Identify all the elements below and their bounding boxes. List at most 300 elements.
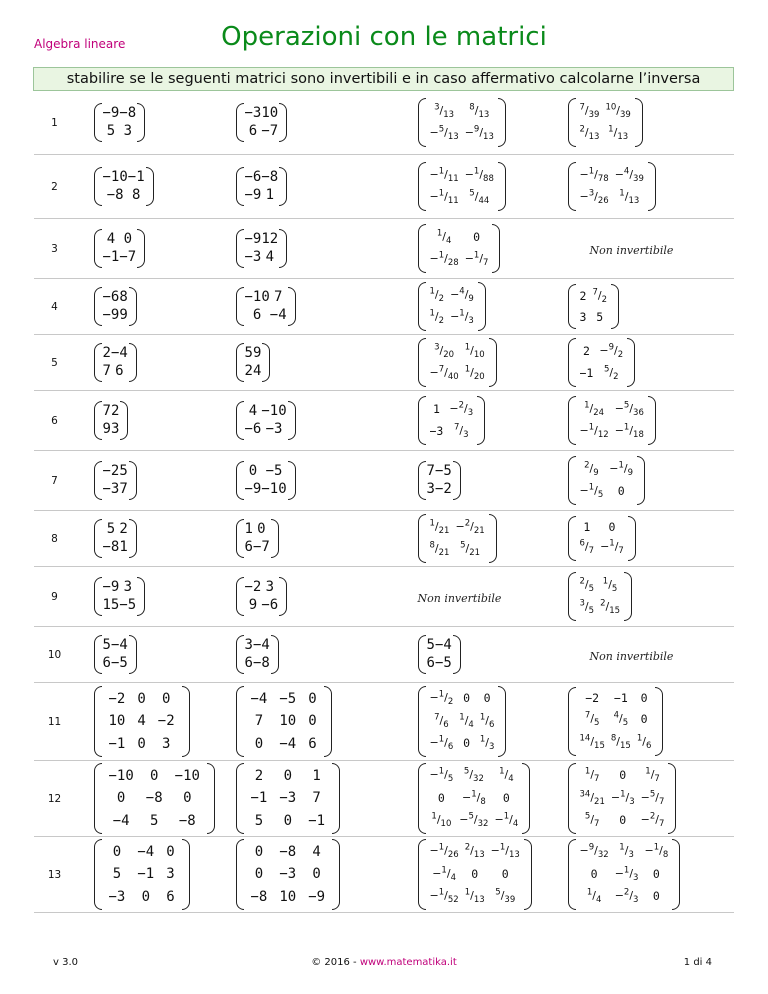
matrix-b	[216, 837, 396, 913]
matrix-row	[103, 886, 181, 908]
left-bracket	[94, 287, 102, 326]
denominator: 39	[588, 109, 600, 120]
fraction-slash: /	[625, 790, 630, 804]
matrix-row	[103, 123, 137, 141]
matrix-entry	[462, 886, 488, 909]
fraction	[463, 766, 484, 785]
minus-sign: −	[610, 790, 621, 804]
fraction	[599, 341, 624, 360]
matrix-row	[103, 363, 128, 381]
fraction-slash: /	[655, 790, 660, 804]
matrix-entry: 0	[652, 889, 660, 904]
matrix-entry: 0	[473, 229, 481, 244]
matrix	[568, 763, 677, 835]
matrix-entry	[477, 733, 498, 756]
matrix-entry: −9	[244, 231, 262, 247]
matrix-row	[427, 637, 452, 655]
fraction-slash: /	[608, 577, 612, 591]
matrix-entry	[491, 765, 521, 788]
left-bracket	[94, 103, 102, 142]
matrix-entry: −9	[244, 186, 262, 203]
matrix-row	[245, 463, 287, 481]
denominator: 15	[609, 606, 621, 617]
matrix-row	[427, 284, 477, 307]
fraction	[610, 789, 635, 808]
matrix-entry: −9	[308, 888, 326, 905]
matrix-row	[245, 481, 287, 499]
fraction-slash: /	[470, 844, 474, 858]
matrix-entry	[427, 733, 457, 756]
fraction	[584, 399, 605, 418]
right-bracket	[279, 229, 287, 268]
denominator: 4	[445, 235, 452, 246]
left-bracket	[418, 162, 426, 211]
matrix-entry: 0	[116, 790, 126, 807]
matrix-row	[245, 579, 279, 597]
fraction	[429, 540, 450, 559]
fraction	[464, 887, 485, 906]
matrix-entry	[612, 398, 647, 421]
matrix-grid	[103, 289, 128, 324]
inverse-b	[546, 627, 734, 683]
matrix-entry: −5	[110, 654, 128, 671]
minus-sign: −	[429, 889, 439, 903]
matrix	[94, 763, 215, 834]
matrix-entry: −2	[157, 713, 175, 730]
matrix-entry: 0	[463, 691, 471, 706]
minus-sign: −	[464, 252, 474, 266]
numerator: 4	[613, 710, 619, 721]
matrix-entry	[612, 421, 647, 444]
matrix-entry: 2	[119, 521, 128, 537]
exercise-row	[34, 683, 734, 761]
right-bracket	[129, 461, 137, 500]
denominator: 18	[633, 430, 644, 441]
matrix-grid	[427, 284, 477, 329]
denominator: 5	[594, 718, 600, 729]
matrix-entry: 4	[106, 231, 116, 247]
fraction	[640, 789, 665, 808]
matrix-entry: −2	[108, 691, 126, 708]
matrix-entry: −10	[261, 403, 287, 419]
matrix-entry: 5	[119, 463, 128, 479]
matrix	[94, 519, 137, 558]
matrix	[418, 396, 486, 445]
left-bracket	[418, 224, 426, 273]
numerator: 2	[464, 842, 471, 853]
matrix-entry: 0	[150, 768, 159, 785]
matrix-entry: 6	[244, 654, 253, 671]
fraction-slash: /	[609, 366, 614, 380]
denominator: 13	[483, 132, 494, 143]
matrix	[94, 167, 154, 206]
fraction-slash: /	[434, 519, 439, 533]
denominator: 24	[593, 407, 605, 418]
fraction	[645, 766, 660, 785]
matrix-grid	[245, 688, 323, 755]
inverse-b	[546, 279, 734, 335]
left-bracket	[236, 839, 244, 910]
matrix-row	[103, 810, 206, 832]
matrix-grid	[577, 518, 627, 560]
matrix-grid	[245, 231, 279, 266]
matrix-entry	[477, 710, 498, 733]
denominator: 6	[443, 720, 449, 731]
numerator: 1	[499, 766, 505, 777]
matrix-entry: −6	[261, 596, 279, 613]
minus-sign: −	[432, 866, 442, 880]
matrix-entry: 1	[432, 401, 440, 416]
fraction	[579, 101, 600, 120]
left-bracket	[236, 686, 244, 757]
matrix-entry: 5	[244, 345, 253, 361]
matrix-entry	[577, 574, 598, 597]
numerator: 1	[619, 188, 625, 199]
left-bracket	[568, 456, 576, 505]
minus-sign: −	[614, 889, 624, 903]
matrix-entry	[456, 710, 477, 733]
matrix-row	[577, 841, 672, 864]
denominator: 4	[512, 819, 519, 830]
minus-sign: −	[494, 813, 504, 827]
numerator: 4	[623, 165, 630, 176]
matrix-entry: 12	[261, 231, 279, 247]
numerator: 1	[623, 422, 630, 433]
fraction-slash: /	[629, 401, 634, 415]
matrix-entry	[577, 810, 608, 833]
matrix-entry: 7	[102, 362, 111, 379]
right-bracket	[498, 162, 506, 211]
numerator: 3	[434, 101, 440, 112]
matrix-a	[76, 627, 216, 683]
matrix-row	[245, 637, 270, 655]
matrix-row	[245, 733, 323, 755]
numerator: 1	[653, 842, 660, 853]
fraction	[469, 101, 490, 120]
numerator: 2	[584, 459, 590, 470]
matrix	[568, 162, 656, 211]
minus-sign: −	[450, 310, 460, 324]
denominator: 2	[438, 316, 445, 327]
numerator: 5	[649, 789, 656, 800]
matrix-entry: 6	[308, 735, 317, 752]
matrix-row	[103, 231, 137, 249]
left-bracket	[236, 577, 244, 616]
version: v 3.0	[53, 957, 78, 968]
matrix-row	[427, 810, 522, 833]
minus-sign: −	[455, 519, 465, 533]
numerator: 9	[608, 341, 614, 352]
copyright	[0, 957, 768, 968]
inverse-b	[546, 335, 734, 391]
fraction	[614, 422, 644, 441]
matrix-entry: 2	[254, 768, 264, 785]
matrix-entry	[577, 841, 612, 864]
matrix-entry: 4	[312, 844, 321, 861]
matrix-row	[577, 286, 611, 309]
minus-sign: −	[429, 844, 439, 858]
matrix-entry: 7	[254, 713, 264, 730]
matrix-row	[427, 340, 488, 363]
fraction-slash: /	[594, 844, 598, 858]
matrix-entry	[462, 340, 488, 363]
denominator: 39	[504, 895, 516, 906]
matrix-entry: 3	[166, 866, 175, 883]
matrix-grid	[245, 289, 287, 324]
matrix-b	[216, 511, 396, 567]
numerator: 4	[459, 285, 465, 296]
denominator: 15	[620, 740, 631, 751]
matrix	[418, 224, 501, 273]
fraction	[614, 399, 644, 418]
numerator: 1	[623, 865, 630, 876]
matrix	[94, 343, 137, 382]
numerator: 1	[588, 482, 595, 493]
fraction-slash: /	[505, 844, 510, 858]
matrix-grid	[245, 463, 287, 498]
denominator: 13	[588, 132, 600, 143]
exercise-row	[34, 567, 734, 627]
fraction-slash: /	[446, 866, 451, 880]
matrix-row	[103, 105, 137, 123]
denominator: 4	[468, 720, 474, 731]
fraction	[429, 734, 454, 753]
fraction	[429, 250, 459, 269]
fraction	[429, 766, 454, 785]
matrix-entry: −1	[579, 366, 594, 381]
matrix-grid	[245, 169, 279, 204]
numerator: 14	[579, 733, 591, 744]
row-number: 1	[34, 91, 76, 155]
denominator: 3	[633, 873, 639, 884]
matrix-entry: 3	[244, 637, 253, 653]
matrix-entry: −6	[244, 420, 262, 437]
right-bracket	[207, 763, 215, 834]
matrix-b	[216, 761, 396, 837]
numerator: 1	[459, 308, 465, 319]
minus-sign: −	[614, 424, 624, 438]
fraction	[619, 842, 634, 861]
fraction	[450, 285, 474, 304]
matrix	[94, 103, 146, 142]
matrix-grid	[245, 579, 279, 614]
fraction-slash: /	[605, 600, 610, 614]
matrix-entry: −10	[108, 768, 134, 785]
minus-sign: −	[599, 343, 609, 357]
right-bracket	[627, 338, 635, 387]
matrix	[568, 338, 636, 387]
left-bracket	[94, 763, 102, 834]
matrix-entry: 0	[254, 735, 264, 752]
fraction	[434, 712, 449, 731]
fraction	[579, 842, 609, 861]
matrix-row	[103, 863, 181, 885]
matrix-grid	[103, 403, 120, 438]
row-number: 6	[34, 391, 76, 451]
matrix-row	[427, 655, 452, 673]
matrix-a	[76, 837, 216, 913]
numerator: 34	[579, 789, 591, 800]
matrix-row	[577, 363, 627, 386]
fraction-slash: /	[590, 734, 595, 748]
matrix-entry: −10	[244, 289, 270, 305]
numerator: 5	[460, 540, 466, 551]
right-bracket	[628, 516, 636, 562]
minus-sign: −	[579, 190, 589, 204]
matrix-entry	[577, 597, 598, 620]
matrix-row	[577, 458, 637, 481]
fraction	[584, 766, 600, 785]
matrix-row	[245, 688, 323, 710]
matrix-entry: 15	[102, 596, 120, 613]
minus-sign: −	[449, 401, 459, 415]
matrix-row	[577, 765, 668, 788]
matrix	[418, 282, 486, 331]
exercise-row	[34, 335, 734, 391]
matrix-entry: 2	[244, 362, 253, 379]
matrix	[568, 516, 636, 562]
matrix	[236, 401, 296, 440]
fraction-slash: /	[474, 190, 479, 204]
fraction	[579, 598, 595, 617]
denominator: 26	[447, 850, 459, 861]
right-bracket	[477, 396, 485, 445]
matrix	[568, 284, 620, 330]
minus-sign: −	[490, 844, 500, 858]
denominator: 13	[509, 850, 520, 861]
inverse-a	[396, 627, 546, 683]
numerator: 1	[620, 789, 626, 800]
matrix	[236, 103, 288, 142]
matrix-entry: −2	[102, 463, 120, 479]
matrix	[418, 686, 507, 758]
matrix-entry: 6	[102, 654, 111, 671]
matrix-entry: −10	[261, 480, 287, 497]
matrix-entry	[596, 340, 626, 363]
right-bracket	[524, 839, 532, 911]
row-number: 4	[34, 279, 76, 335]
matrix-row	[103, 733, 181, 755]
inverse-b	[546, 511, 734, 567]
site-link[interactable]: www.matematika.it	[359, 957, 457, 968]
left-bracket	[236, 519, 244, 558]
matrix-row	[245, 363, 262, 381]
matrix-grid	[427, 765, 522, 833]
matrix-entry: −8	[119, 105, 137, 121]
left-bracket	[236, 343, 244, 382]
left-bracket	[94, 635, 102, 674]
matrix	[236, 635, 279, 674]
right-bracket	[279, 103, 287, 142]
numerator: 1	[438, 188, 445, 199]
minus-sign: −	[461, 790, 472, 804]
denominator: 2	[617, 349, 624, 360]
page-title: Operazioni con le matrici	[221, 22, 547, 52]
matrix-grid	[577, 689, 655, 753]
matrix-entry	[462, 187, 497, 210]
left-bracket	[236, 103, 244, 142]
fraction	[429, 517, 450, 536]
numerator: 1	[473, 250, 480, 261]
numerator: 1	[438, 734, 445, 745]
matrix-b	[216, 219, 396, 279]
matrix-row	[427, 481, 452, 499]
matrix	[94, 686, 190, 757]
left-bracket	[568, 572, 576, 621]
denominator: 13	[628, 196, 640, 207]
matrix-entry: −8	[178, 812, 196, 829]
matrix	[94, 635, 137, 674]
fraction-slash: /	[485, 736, 489, 750]
fraction-slash: /	[594, 484, 598, 498]
numerator: 2	[458, 399, 464, 410]
matrix-entry	[427, 841, 462, 864]
matrix-entry: 10	[279, 713, 297, 730]
numerator: 9	[473, 124, 480, 135]
matrix-row	[103, 655, 128, 673]
numerator: 1	[429, 285, 435, 296]
matrix-entry: 3	[123, 122, 132, 139]
fraction-slash: /	[584, 600, 589, 614]
denominator: 7	[659, 797, 665, 808]
numerator: 1	[441, 865, 447, 876]
matrix-row	[103, 421, 120, 439]
matrix-entry: −4	[252, 637, 270, 653]
right-bracket	[478, 282, 486, 331]
right-bracket	[137, 103, 145, 142]
fraction-slash: /	[594, 190, 598, 204]
numerator: 5	[495, 887, 501, 898]
numerator: 3	[588, 188, 595, 199]
matrix-entry: −4	[250, 691, 268, 708]
numerator: 7	[438, 364, 445, 375]
row-number: 12	[34, 761, 76, 837]
fraction	[453, 422, 469, 441]
matrix-entry	[606, 458, 636, 481]
left-bracket	[568, 338, 576, 387]
matrix-entry	[577, 123, 603, 146]
numerator: 9	[588, 842, 595, 853]
denominator: 13	[473, 895, 485, 906]
denominator: 44	[478, 196, 490, 207]
matrix	[94, 401, 129, 440]
fraction	[579, 538, 595, 557]
matrix-row	[103, 249, 137, 267]
fraction	[479, 734, 495, 753]
matrix-row	[103, 688, 181, 710]
left-bracket	[94, 577, 102, 616]
denominator: 6	[645, 740, 652, 751]
numerator: 2	[649, 811, 656, 822]
minus-sign: −	[579, 424, 589, 438]
right-bracket	[611, 284, 619, 330]
numerator: 1	[584, 766, 591, 777]
exercise-row	[34, 761, 734, 837]
inverse-a	[396, 761, 546, 837]
matrix-entry: 0	[312, 866, 321, 883]
matrix-b	[216, 335, 396, 391]
matrix-entry	[462, 841, 488, 864]
denominator: 39	[620, 109, 631, 120]
fraction	[579, 482, 604, 501]
matrix-entry: 2	[102, 345, 111, 361]
matrix-entry: −10	[102, 169, 128, 185]
minus-sign: −	[429, 126, 439, 140]
matrix-row	[103, 345, 128, 363]
fraction-slash: /	[592, 889, 596, 903]
right-bracket	[637, 456, 645, 505]
matrix	[418, 461, 461, 500]
